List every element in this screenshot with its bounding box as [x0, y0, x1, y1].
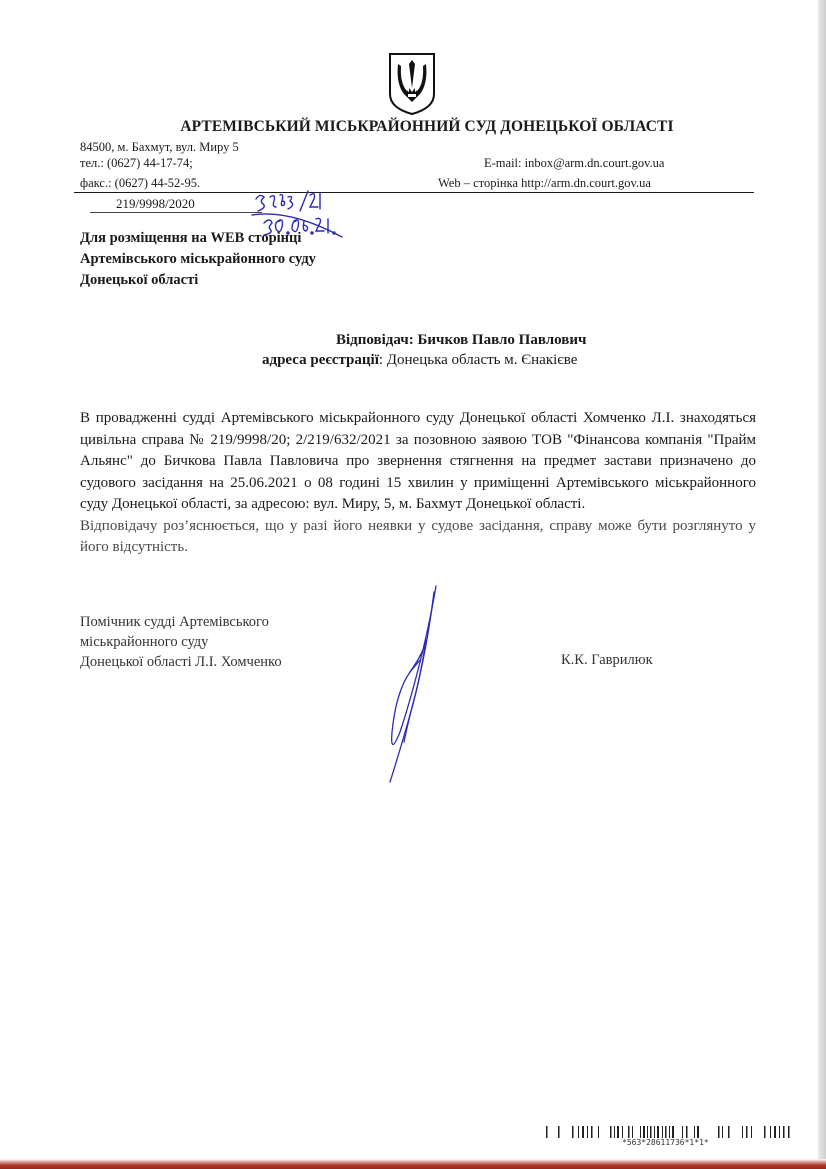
barcode	[546, 1126, 790, 1138]
barcode-number: *563*28611736*1*1*	[622, 1138, 709, 1147]
web-placement-note	[80, 228, 316, 291]
web-placement-line-3: Донецької області	[80, 272, 199, 288]
respondent-address	[262, 352, 577, 369]
web-placement-line-1: Для розміщення на WEB сторінці	[80, 230, 302, 246]
web-placement-line-2: Артемівського міськрайонного суду	[80, 251, 316, 267]
coat-of-arms-icon	[386, 50, 438, 116]
signer-name: К.К. Гаврилюк	[561, 652, 653, 668]
signature-title-line-2: міськрайонного суду	[80, 634, 209, 650]
notice-paragraph-1: В провадженні судді Артемівського міськрайонного суду Донецької області Хомченко Л.І. знаходяться цивільна справа № 219/9998/20; 2/219/632/2021 за позовною заявою ТОВ "Фінансова компанія "Прайм Альянс" до Бичкова Павла Павловича про звернення стягнення на предмет застави призначено до судового засідання на 25.06.2021 о 08 годині 15 хвилин у приміщенні Артемівського міськрайонного суду Донецької області, за адресою: вул. Миру, 5, м. Бахмут Донецької області.	[80, 410, 756, 512]
handwritten-signature	[380, 582, 450, 788]
header-divider	[74, 192, 754, 193]
respondent-name: Відповідач: Бичков Павло Павлович	[336, 332, 587, 348]
registration-number: 219/9998/2020	[90, 196, 246, 213]
scan-edge-right	[818, 0, 826, 1169]
court-address: 84500, м. Бахмут, вул. Миру 5	[80, 140, 239, 154]
notice-paragraph-2: Відповідачу роз’яснюється, що у разі його неявки у судове засідання, справу може бути розглянуто у його відсутність.	[80, 517, 756, 555]
assistant-signature-block	[80, 612, 282, 672]
address-value: : Донецька область м. Єнакієве	[378, 352, 578, 368]
court-title: АРТЕМІВСЬКИЙ МІСЬКРАЙОННИЙ СУД ДОНЕЦЬКОЇ ОБЛАСТІ	[180, 118, 674, 135]
court-email: E-mail: inbox@arm.dn.court.gov.ua	[484, 156, 665, 170]
notice-body	[80, 408, 756, 559]
court-fax: факс.: (0627) 44-52-95.	[80, 176, 201, 190]
court-phone: тел.: (0627) 44-17-74;	[80, 156, 193, 170]
signature-title-line-3: Донецької області Л.І. Хомченко	[80, 654, 282, 670]
signature-title-line-1: Помічник судді Артемівського	[80, 614, 269, 630]
court-website: Web – сторінка http://arm.dn.court.gov.ua	[438, 176, 651, 190]
address-label: адреса реєстрації	[262, 352, 379, 368]
scan-edge-bottom	[0, 1159, 826, 1169]
